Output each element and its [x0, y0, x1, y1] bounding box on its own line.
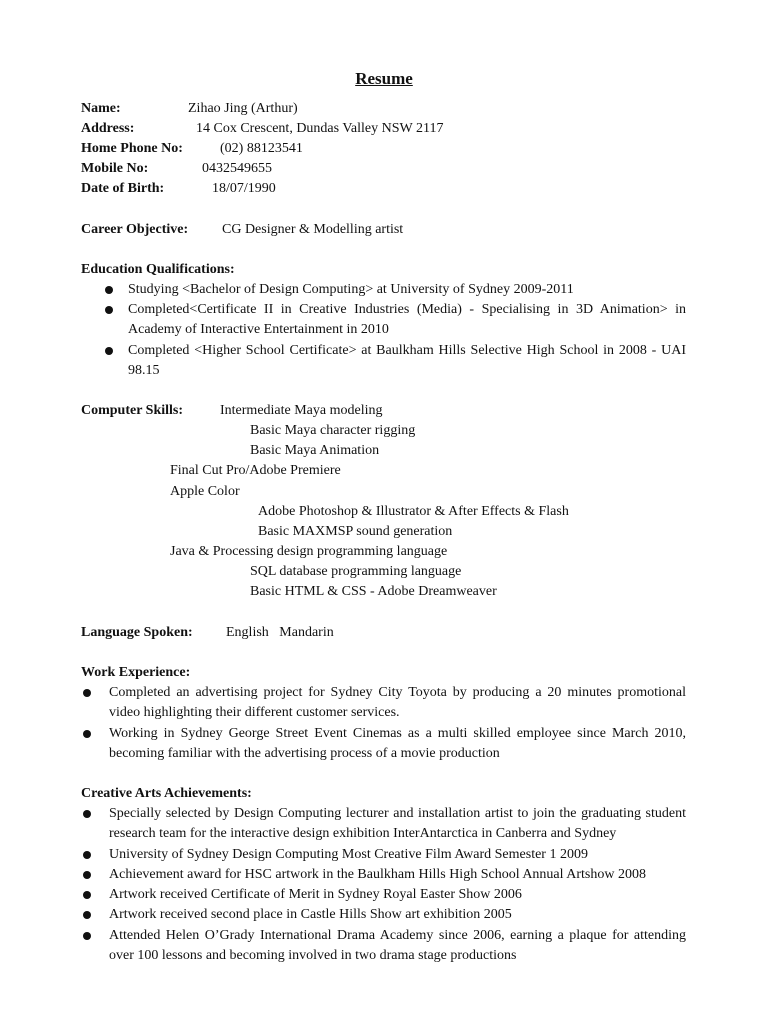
bullet-icon — [105, 347, 113, 355]
education-heading: Education Qualifications: — [81, 262, 235, 277]
bullet-icon — [83, 730, 91, 738]
dob-label: Date of Birth: — [81, 181, 165, 196]
skill-item: Adobe Photoshop & Illustrator & After Effects & Flash — [258, 504, 569, 519]
list-item-text: Artwork received second place in Castle Hills Show art exhibition 2005 — [109, 907, 512, 922]
career-objective-value: CG Designer & Modelling artist — [222, 222, 404, 237]
address-label: Address: — [81, 121, 135, 136]
list-item-text: Working in Sydney George Street Event Cinemas as a multi skilled employee since March 2010, becoming familiar with the advertising process of a movie production — [109, 726, 686, 761]
bullet-icon — [105, 306, 113, 314]
skill-item: Basic Maya character rigging — [250, 423, 416, 438]
skill-item: Apple Color — [170, 484, 240, 499]
list-item-text: Achievement award for HSC artwork in the Baulkham Hills High School Annual Artshow 2008 — [109, 867, 646, 882]
computer-skills-label: Computer Skills: — [81, 403, 184, 418]
skill-item: SQL database programming language — [250, 564, 462, 579]
list-item-text: Attended Helen O’Grady International Drama Academy since 2006, earning a plaque for attending over 100 lessons and becoming involved in two drama stage productions — [109, 928, 686, 963]
list-item-text: Completed<Certificate II in Creative Industries (Media) - Specialising in 3D Animation> in Academy of Interactive Entertainment in 2010 — [128, 302, 686, 337]
skill-item: Intermediate Maya modeling — [220, 403, 383, 418]
creative-arts-heading: Creative Arts Achievements: — [81, 786, 252, 801]
skill-item: Basic MAXMSP sound generation — [258, 524, 453, 539]
mobile-label: Mobile No: — [81, 161, 149, 176]
bullet-icon — [83, 911, 91, 919]
name-label: Name: — [81, 101, 121, 116]
list-item-text: Specially selected by Design Computing lecturer and installation artist to join the graduating student research team for the interactive design exhibition InterAntarctica in Canberra and Sydney — [109, 806, 686, 841]
list-item-text: Artwork received Certificate of Merit in Sydney Royal Easter Show 2006 — [109, 887, 522, 902]
career-objective-label: Career Objective: — [81, 222, 189, 237]
skill-item: Final Cut Pro/Adobe Premiere — [170, 463, 341, 478]
mobile-value: 0432549655 — [202, 161, 272, 176]
bullet-icon — [83, 851, 91, 859]
name-value: Zihao Jing (Arthur) — [188, 101, 298, 116]
work-experience-heading: Work Experience: — [81, 665, 191, 680]
language-value: English Mandarin — [226, 625, 334, 640]
page-title: Resume — [355, 69, 413, 88]
list-item-text: Completed an advertising project for Sydney City Toyota by producing a 20 minutes promotional video highlighting their different customer services. — [109, 685, 686, 720]
skill-item: Basic Maya Animation — [250, 443, 380, 458]
skill-item: Basic HTML & CSS - Adobe Dreamweaver — [250, 584, 497, 599]
list-item-text: University of Sydney Design Computing Most Creative Film Award Semester 1 2009 — [109, 847, 588, 862]
address-value: 14 Cox Crescent, Dundas Valley NSW 2117 — [196, 121, 444, 136]
bullet-icon — [83, 689, 91, 697]
skill-item: Java & Processing design programming language — [170, 544, 448, 559]
bullet-icon — [105, 286, 113, 294]
bullet-icon — [83, 810, 91, 818]
bullet-icon — [83, 932, 91, 940]
home-phone-value: (02) 88123541 — [220, 141, 303, 156]
list-item-text: Studying <Bachelor of Design Computing> at University of Sydney 2009-2011 — [128, 282, 574, 297]
dob-value: 18/07/1990 — [212, 181, 276, 196]
language-label: Language Spoken: — [81, 625, 193, 640]
list-item-text: Completed <Higher School Certificate> at Baulkham Hills Selective High School in 2008 - UAI 98.15 — [128, 343, 686, 378]
bullet-icon — [83, 871, 91, 879]
home-phone-label: Home Phone No: — [81, 141, 183, 156]
bullet-icon — [83, 891, 91, 899]
